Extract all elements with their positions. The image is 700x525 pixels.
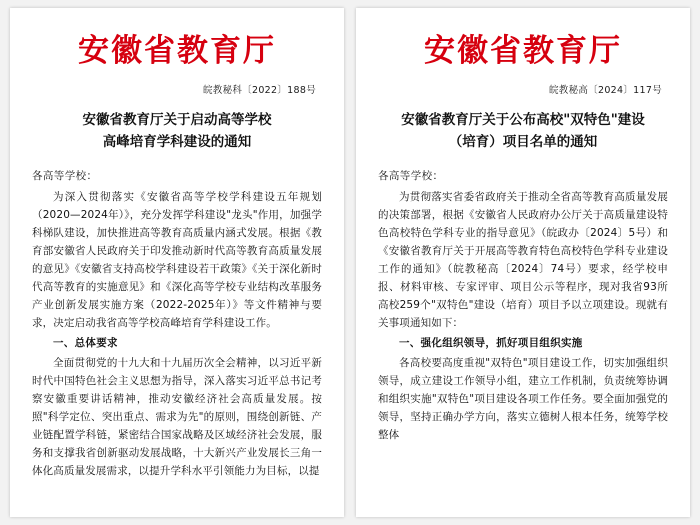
document-body-1 xyxy=(32,164,322,507)
salutation: 各高等学校： xyxy=(378,169,444,182)
section-heading-1: 一、总体要求 xyxy=(53,337,118,349)
document-title-line-1: 安徽省教育厅关于启动高等学校 xyxy=(82,112,272,129)
document-title-line-1: 安徽省教育厅关于公布高校"双特色"建设 xyxy=(401,112,645,129)
salutation: 各高等学校： xyxy=(32,169,98,182)
document-body-2 xyxy=(378,164,668,507)
paragraph-intro: 为深入贯彻落实《安徽省高等学校学科建设五年规划（2020—2024年）》，充分发挥学科建设"龙头"作用，加强学科梯队建设，加快推进高等教育高质量内涵式发展。根据《教育部安徽省人民政府关于印发推动新时代高等教育高质量发展的意见》《安徽省支持高校学科建设若干政策》《关于深化新时代高等教育的实施意见》和《深化高等学校专业结构改革服务产业创新发展实施方案（2022-2025年）》等文件精神与要求，决定启动我省高等学校高峰培育学科建设工作。 xyxy=(32,190,322,329)
paragraph-section-1: 全面贯彻党的十九大和十九届历次全会精神，以习近平新时代中国特色社会主义思想为指导，深入落实习近平总书记考察安徽重要讲话精神，推动安徽经济社会高质量发展。按照"科学定位、突出重点、需求为先"的原则，围绕创新链、产业链配置学科链，紧密结合国家战略及区域经济社会发展，服务和支撑我省创新驱动发展战略，十大新兴产业发展长三角一体化高质量发展需求，以提升学科水平引领能力为目标，以提 xyxy=(32,357,322,478)
document-number: 皖教秘高〔2024〕117号 xyxy=(548,85,662,97)
section-heading-1: 一、强化组织领导，抓好项目组织实施 xyxy=(399,337,583,349)
issuing-authority-heading: 安徽省教育厅 xyxy=(424,33,622,69)
document-number: 皖教秘科〔2022〕188号 xyxy=(202,85,316,97)
issuing-authority-heading: 安徽省教育厅 xyxy=(78,33,276,69)
document-page-2[interactable] xyxy=(356,8,690,517)
document-title-line-2: 高峰培育学科建设的通知 xyxy=(102,134,252,151)
document-title-line-2: （培育）项目名单的通知 xyxy=(448,134,598,151)
document-title xyxy=(386,109,660,154)
document-title xyxy=(40,109,314,154)
document-page-1[interactable] xyxy=(10,8,344,517)
paragraph-section-1: 各高校要高度重视"双特色"项目建设工作，切实加强组织领导，成立建设工作领导小组，建立工作机制，负责统筹协调和组织实施"双特色"项目建设各项工作任务。要全面加强党的领导，坚持正确办学方向，落实立德树人根本任务，统筹学校整体 xyxy=(378,357,668,442)
paragraph-intro: 为贯彻落实省委省政府关于推动全省高等教育高质量发展的决策部署，根据《安徽省人民政府办公厅关于高质量建设特色高校特色学科专业的指导意见》（皖政办〔2024〕5号）和《安徽省教育厅关于开展高等教育特色高校特色学科专业建设工作的通知》（皖教秘高〔2024〕74号）要求，经学校申报、材料审核、专家评审、项目公示等程序，现对我省93所高校259个"双特色"建设（培育）项目予以立项建设。现就有关事项通知如下： xyxy=(378,190,668,329)
